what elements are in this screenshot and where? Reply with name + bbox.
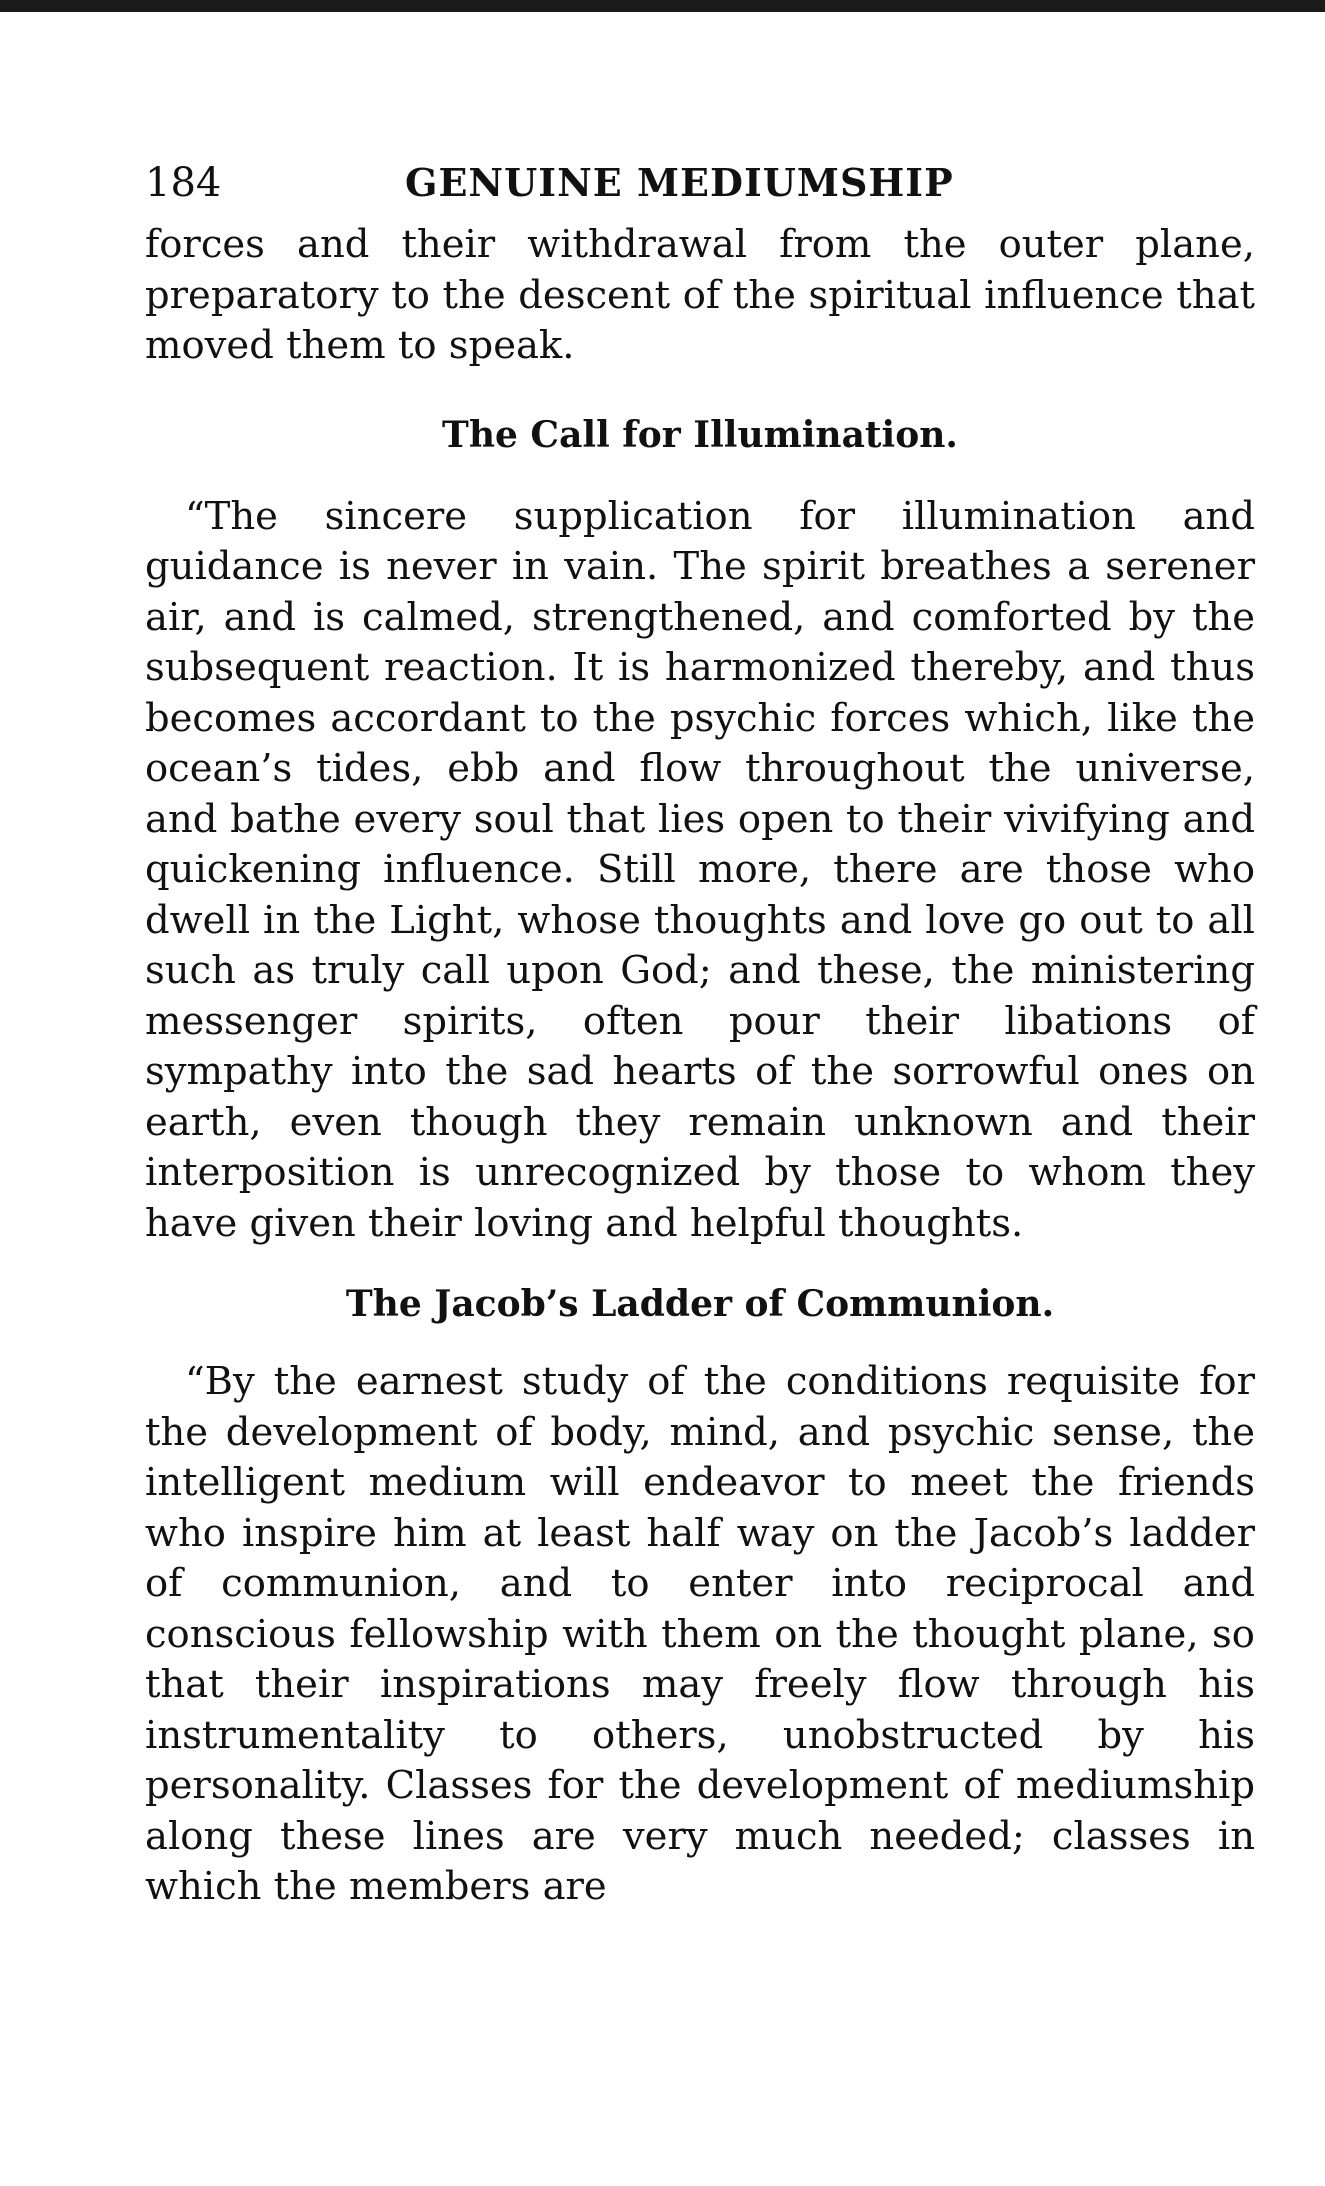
section-heading-jacobs-ladder: The Jacob’s Ladder of Communion. (345, 1283, 1055, 1325)
section-heading-call-for-illumination: The Call for Illumination. (442, 413, 958, 456)
book-page (145, 150, 1255, 1913)
top-border-rule (0, 0, 1325, 12)
running-header (145, 150, 1255, 220)
opening-paragraph: forces and their withdrawal from the outer plane, preparatory to the descent of the spiritual influence that moved them to speak. (145, 222, 1255, 368)
running-title: GENUINE MEDIUMSHIP (405, 160, 954, 205)
paragraph-call-for-illumination: “The sincere supplication for illumination and guidance is never in vain. The spirit breathes a serener air, and is calmed, strengthened, and comforted by the subsequent reaction. It is harmonized thereby, and thus becomes accordant to the psychic forces which, like the ocean’s tides, ebb and flow throughout the universe, and bathe every soul that lies open to their vivifying and quickening influence. Still more, there are those who dwell in the Light, whose thoughts and love go out to all such as truly call upon God; and these, the ministering messenger spirits, often pour their libations of sympathy into the sad hearts of the sorrowful ones on earth, even though they remain unknown and their interposition is unrecognized by those to whom they have given their loving and helpful thoughts. (145, 493, 1255, 1246)
paragraph-jacobs-ladder: “By the earnest study of the conditions requisite for the development of body, mind, and psychic sense, the intelligent medium will endeavor to meet the friends who inspire him at least half way on the Jacob’s ladder of communion, and to enter into reciprocal and conscious fellowship with them on the thought plane, so that their inspirations may freely flow through his instrumentality to others, unobstructed by his personality. Classes for the development of mediumship along these lines are very much needed; classes in which the members are (145, 1359, 1255, 1909)
page-number: 184 (145, 160, 222, 206)
